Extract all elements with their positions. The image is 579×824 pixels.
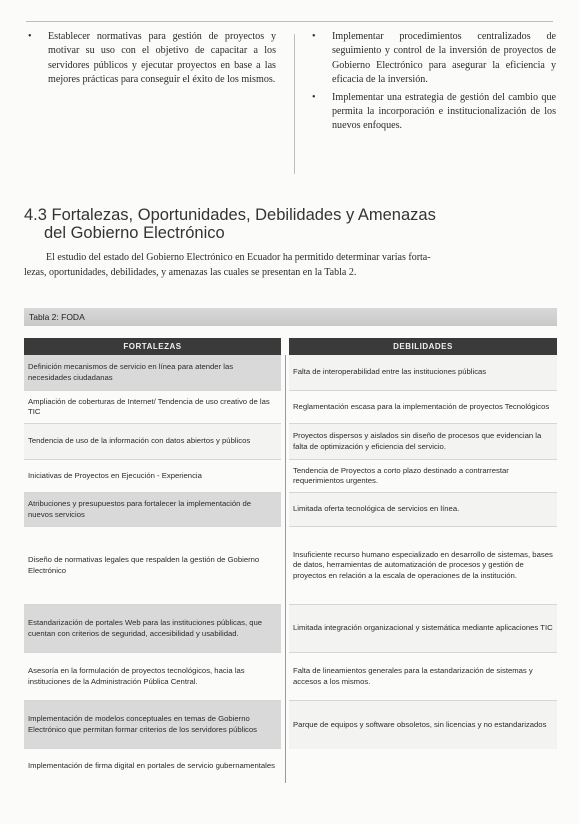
table-cell: Atribuciones y presupuestos para fortalecer la implementación de nuevos servicios <box>24 493 281 527</box>
bullet-column-left <box>24 30 276 91</box>
table-cell: Falta de interoperabilidad entre las instituciones públicas <box>289 355 557 391</box>
table-cell: Definición mecanismos de servicio en línea para atender las necesidades ciudadanas <box>24 355 281 391</box>
table-cell: Implementación de firma digital en portales de servicio gubernamentales <box>28 760 275 770</box>
intro-line2: lezas, oportunidades, debilidades, y amenazas las cuales se presentan en la Tabla 2. <box>24 266 357 278</box>
table-cell: Proyectos dispersos y aislados sin diseño de procesos que evidencian la falta de optimización y eficiencia del servicio. <box>289 424 557 460</box>
debilidades-column <box>289 338 557 729</box>
table-cell: Falta de lineamientos generales para la estandarización de sistemas y accesos a los mismos. <box>289 653 557 701</box>
table-cell: Limitada integración organizacional y sistemática mediante aplicaciones TIC <box>289 605 557 653</box>
table-divider <box>285 355 286 783</box>
table-cell: Diseño de normativas legales que respalden la gestión de Gobierno Electrónico <box>24 527 281 605</box>
section-number: 4.3 <box>24 206 47 224</box>
bullet-item: • Implementar procedimientos centralizados de seguimiento y control de la inversión de proyectos de Gobierno Electrónico para asegurar la eficiencia y eficacia de la inversión. <box>308 30 556 88</box>
table-header-debilidades: DEBILIDADES <box>289 338 557 355</box>
intro-line1: El estudio del estado del Gobierno Electrónico en Ecuador ha permitido determinar varias forta- <box>46 252 431 263</box>
table-cell: Tendencia de Proyectos a corto plazo destinado a contrarrestar requerimientos urgentes. <box>289 460 557 493</box>
bullet-item: • Implementar una estrategia de gestión del cambio que permita la incorporación e institucionalización de los nuevos enfoques. <box>308 91 556 134</box>
table-caption: Tabla 2: FODA <box>24 308 557 326</box>
table-cell: Limitada oferta tecnológica de servicios en línea. <box>289 493 557 527</box>
bullet-section <box>24 30 556 180</box>
table-cell: Asesoría en la formulación de proyectos tecnológicos, hacia las instituciones de la Administración Pública Central. <box>24 653 281 701</box>
table-cell: Tendencia de uso de la información con datos abiertos y públicos <box>24 424 281 460</box>
bullet-item: • Establecer normativas para gestión de proyectos y motivar su uso con el objetivo de capacitar a los servidores públicos y ejecutar proyectos en base a las mejores prácticas para conseguir el éxito de los mismos. <box>24 30 276 88</box>
table-cell: Ampliación de coberturas de Internet/ Tendencia de uso creativo de las TIC <box>24 391 281 424</box>
intro-paragraph <box>24 251 554 280</box>
fortalezas-column <box>24 338 281 770</box>
column-divider <box>294 34 295 174</box>
top-rule <box>26 21 553 22</box>
table-cell: Parque de equipos y software obsoletos, sin licencias y no estandarizados <box>289 701 557 749</box>
table-cell: Implementación de modelos conceptuales en temas de Gobierno Electrónico que permitan formar criterios de los servidores públicos <box>24 701 281 749</box>
bullet-column-right <box>308 30 556 137</box>
section-title-line1: Fortalezas, Oportunidades, Debilidades y Amenazas <box>51 206 436 224</box>
table-cell: Insuficiente recurso humano especializado en desarrollo de sistemas, bases de datos, herramientas de automatización de procesos y gestión de proyectos en relación a la escala de operaciones de la institución. <box>289 527 557 605</box>
section-heading <box>24 206 544 242</box>
section-title-line2: del Gobierno Electrónico <box>44 224 225 242</box>
table-cell: Reglamentación escasa para la implementación de proyectos Tecnológicos <box>289 391 557 424</box>
table-header-fortalezas: FORTALEZAS <box>24 338 281 355</box>
foda-table <box>24 338 557 788</box>
table-cell: Iniciativas de Proyectos en Ejecución - Experiencia <box>24 460 281 493</box>
table-cell: Estandarización de portales Web para las instituciones públicas, que cuentan con criterios de seguridad, accesibilidad y usabilidad. <box>24 605 281 653</box>
